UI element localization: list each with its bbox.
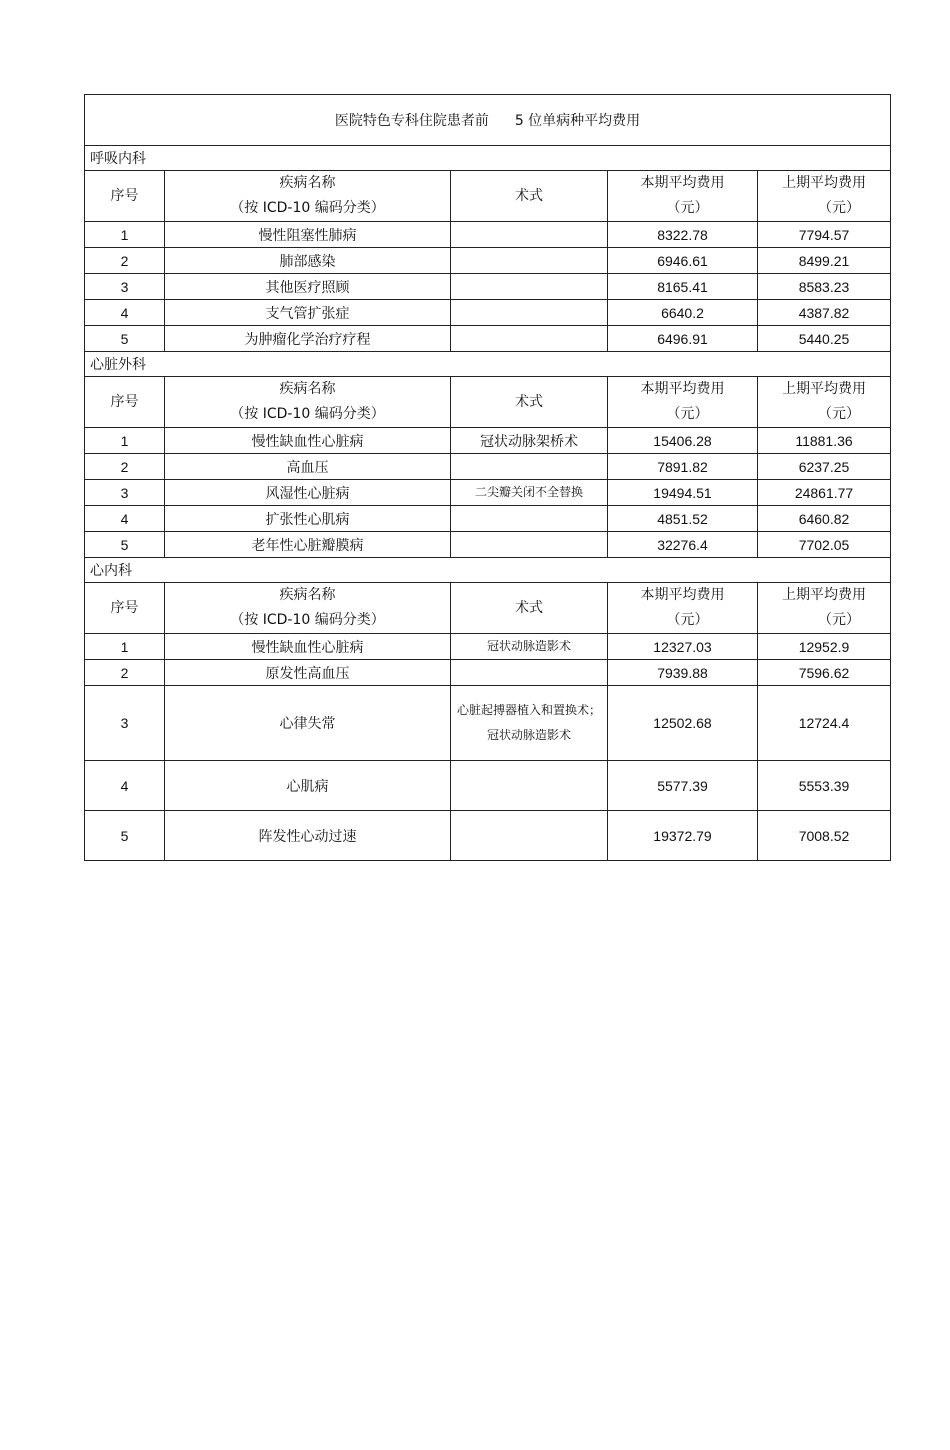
row-surgery: [451, 300, 608, 326]
row-current-cost: 6496.91: [608, 326, 758, 352]
row-index: 4: [85, 506, 165, 532]
row-previous-cost: 7702.05: [758, 532, 891, 558]
header-current-cost: 本期平均费用 （元）: [608, 171, 758, 222]
row-disease: 老年性心脏瓣膜病: [165, 532, 451, 558]
row-previous-cost: 7794.57: [758, 222, 891, 248]
row-previous-cost: 6237.25: [758, 454, 891, 480]
row-previous-cost: 7596.62: [758, 660, 891, 686]
header-disease: 疾病名称 （按 ICD-10 编码分类）: [165, 377, 451, 428]
row-index: 5: [85, 532, 165, 558]
row-disease: 原发性高血压: [165, 660, 451, 686]
row-surgery: [451, 454, 608, 480]
header-index: 序号: [85, 171, 165, 222]
row-surgery: 冠状动脉造影术: [451, 634, 608, 660]
row-previous-cost: 24861.77: [758, 480, 891, 506]
row-disease: 其他医疗照顾: [165, 274, 451, 300]
table-row: [85, 454, 891, 480]
row-previous-cost: 5553.39: [758, 761, 891, 811]
header-previous-cost: 上期平均费用 （元）: [758, 171, 891, 222]
row-current-cost: 7939.88: [608, 660, 758, 686]
table-row: [85, 222, 891, 248]
row-disease: 风湿性心脏病: [165, 480, 451, 506]
row-surgery: [451, 660, 608, 686]
row-disease: 为肿瘤化学治疗疗程: [165, 326, 451, 352]
row-disease: 慢性缺血性心脏病: [165, 634, 451, 660]
table-row: [85, 532, 891, 558]
header-surgery: 术式: [451, 583, 608, 634]
header-previous-cost: 上期平均费用 （元）: [758, 377, 891, 428]
row-disease: 肺部感染: [165, 248, 451, 274]
row-index: 4: [85, 300, 165, 326]
row-current-cost: 8322.78: [608, 222, 758, 248]
row-index: 4: [85, 761, 165, 811]
row-index: 2: [85, 660, 165, 686]
row-index: 2: [85, 454, 165, 480]
title-part2: 5 位单病种平均费用: [514, 113, 641, 129]
row-current-cost: 6946.61: [608, 248, 758, 274]
row-surgery: [451, 248, 608, 274]
row-surgery: [451, 274, 608, 300]
header-index: 序号: [85, 583, 165, 634]
row-surgery: 冠状动脉架桥术: [451, 428, 608, 454]
table-row: [85, 300, 891, 326]
row-surgery: [451, 326, 608, 352]
table-row: [85, 660, 891, 686]
row-current-cost: 19494.51: [608, 480, 758, 506]
row-disease: 心肌病: [165, 761, 451, 811]
row-surgery: [451, 811, 608, 861]
row-disease: 扩张性心肌病: [165, 506, 451, 532]
header-current-cost: 本期平均费用 （元）: [608, 377, 758, 428]
table-row: [85, 274, 891, 300]
row-current-cost: 6640.2: [608, 300, 758, 326]
table-row: [85, 480, 891, 506]
row-disease: 心律失常: [165, 686, 451, 761]
header-disease: 疾病名称 （按 ICD-10 编码分类）: [165, 583, 451, 634]
row-index: 1: [85, 634, 165, 660]
table-row: [85, 811, 891, 861]
row-disease: 慢性缺血性心脏病: [165, 428, 451, 454]
header-index: 序号: [85, 377, 165, 428]
row-index: 5: [85, 326, 165, 352]
row-index: 3: [85, 274, 165, 300]
row-index: 1: [85, 428, 165, 454]
cost-report-table: [84, 94, 891, 861]
row-current-cost: 4851.52: [608, 506, 758, 532]
row-disease: 高血压: [165, 454, 451, 480]
header-surgery: 术式: [451, 171, 608, 222]
header-surgery: 术式: [451, 377, 608, 428]
department-name: 呼吸内科: [85, 146, 891, 171]
table-row: [85, 686, 891, 761]
row-previous-cost: 12952.9: [758, 634, 891, 660]
row-index: 3: [85, 480, 165, 506]
row-surgery: [451, 532, 608, 558]
header-current-cost: 本期平均费用 （元）: [608, 583, 758, 634]
row-current-cost: 32276.4: [608, 532, 758, 558]
header-previous-cost: 上期平均费用 （元）: [758, 583, 891, 634]
table-row: [85, 761, 891, 811]
table-row: [85, 634, 891, 660]
row-current-cost: 5577.39: [608, 761, 758, 811]
row-previous-cost: 7008.52: [758, 811, 891, 861]
row-current-cost: 8165.41: [608, 274, 758, 300]
row-previous-cost: 4387.82: [758, 300, 891, 326]
row-previous-cost: 11881.36: [758, 428, 891, 454]
column-header-row: [85, 171, 891, 222]
column-header-row: [85, 377, 891, 428]
row-disease: 慢性阻塞性肺病: [165, 222, 451, 248]
row-surgery: [451, 222, 608, 248]
row-index: 5: [85, 811, 165, 861]
row-index: 2: [85, 248, 165, 274]
title-part1: 医院特色专科住院患者前: [334, 113, 489, 129]
row-current-cost: 12502.68: [608, 686, 758, 761]
column-header-row: [85, 583, 891, 634]
department-name: 心脏外科: [85, 352, 891, 377]
row-current-cost: 7891.82: [608, 454, 758, 480]
row-current-cost: 12327.03: [608, 634, 758, 660]
row-surgery: 心脏起搏器植入和置换术； 冠状动脉造影术: [451, 686, 608, 761]
row-current-cost: 19372.79: [608, 811, 758, 861]
row-disease: 支气管扩张症: [165, 300, 451, 326]
header-disease: 疾病名称 （按 ICD-10 编码分类）: [165, 171, 451, 222]
table-row: [85, 248, 891, 274]
row-previous-cost: 8583.23: [758, 274, 891, 300]
department-name: 心内科: [85, 558, 891, 583]
row-previous-cost: 5440.25: [758, 326, 891, 352]
row-previous-cost: 6460.82: [758, 506, 891, 532]
table-title: [85, 95, 891, 146]
row-index: 1: [85, 222, 165, 248]
row-previous-cost: 12724.4: [758, 686, 891, 761]
row-current-cost: 15406.28: [608, 428, 758, 454]
row-surgery: [451, 506, 608, 532]
row-surgery: [451, 761, 608, 811]
table-row: [85, 326, 891, 352]
table-row: [85, 506, 891, 532]
row-index: 3: [85, 686, 165, 761]
row-previous-cost: 8499.21: [758, 248, 891, 274]
row-surgery: 二尖瓣关闭不全替换: [451, 480, 608, 506]
table-row: [85, 428, 891, 454]
row-disease: 阵发性心动过速: [165, 811, 451, 861]
